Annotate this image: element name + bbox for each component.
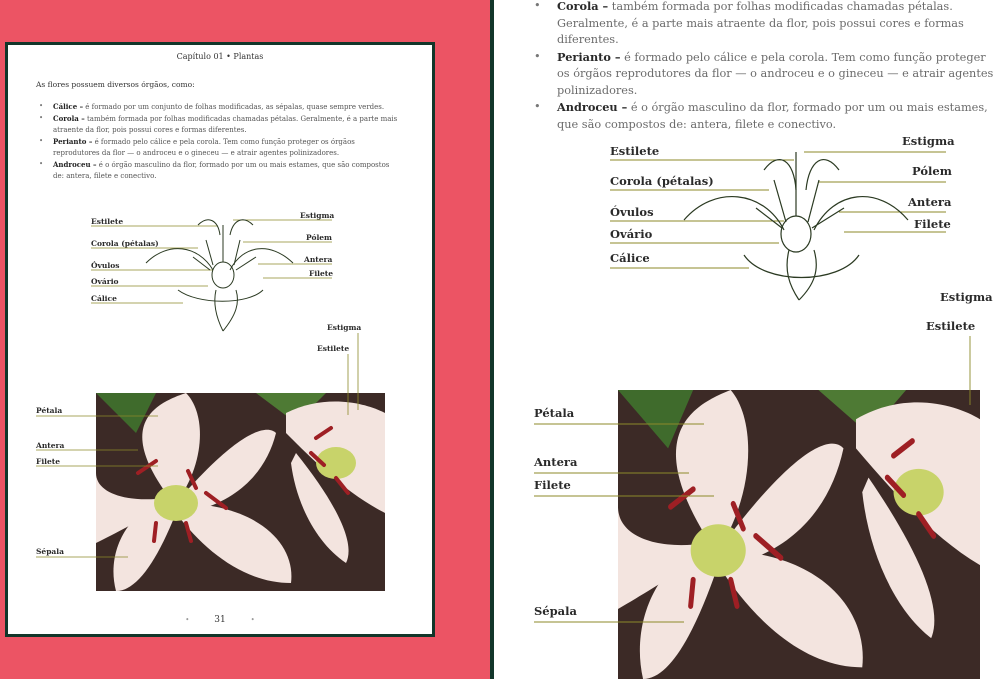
label-corola: Corola (pétalas) [610,174,714,188]
term: Cálice – [53,102,84,111]
left-photo-leaders [8,45,438,640]
footer-dot: • [250,616,255,624]
photo-label-antera: Antera [534,455,578,469]
term: Androceu – [557,100,628,114]
definition: é formado pelo cálice e pela corola. Tem como função proteger os órgãos reprodutores da flor — o androceu e o gineceu — e atrair agentes polinizadores. [53,138,355,157]
photo-label-sepala: Sépala [534,604,577,618]
right-page-zoom [494,0,994,679]
label-ovulos: Óvulos [91,261,120,270]
photo-label-petala: Pétala [534,406,575,420]
definition: é o órgão masculino da flor, formado por um ou mais estames, que são compostos de: antera, filete e conectivo. [557,101,988,131]
term: Corola – [53,114,85,123]
photo-label-sepala: Sépala [36,547,65,556]
definition: é formado por um conjunto de folhas modificadas, as sépalas, quase sempre verdes. [83,103,385,111]
definition: também formada por folhas modificadas chamadas pétalas. Geralmente, é a parte mais atraente da flor, pois possui cores e formas diferentes. [557,0,964,46]
photo-label-estilete: Estilete [926,319,976,333]
chapter-header: Capítulo 01 • Plantas [176,52,264,61]
definition: é formado pelo cálice e pela corola. Tem como função proteger os órgãos reprodutores da flor — o androceu e o gineceu — e atrair agentes polinizadores. [557,50,994,97]
term: Perianto – [557,49,621,64]
definition: também formada por folhas modificadas chamadas pétalas. Geralmente, é a parte mais atraente da flor, pois possui cores e formas diferentes. [53,115,398,134]
label-estigma: Estigma [902,134,955,148]
label-antera: Antera [304,255,333,264]
right-photo-leaders [494,0,980,679]
left-spread-background [0,0,490,679]
term: Corola – [557,0,609,13]
photo-label-filete: Filete [36,457,61,466]
page-footer [8,615,432,625]
photo-label-estigma: Estigma [940,290,993,304]
intro-text: As flores possuem diversos órgãos, como: [36,80,195,89]
photo-label-antera: Antera [36,441,65,450]
label-estilete: Estilete [91,217,124,226]
left-page [5,42,435,637]
label-ovario: Ovário [91,277,119,286]
label-polem: Pólem [306,233,332,242]
footer-dot: • [185,616,190,624]
label-estigma: Estigma [300,211,335,220]
photo-label-filete: Filete [534,478,571,492]
label-calice: Cálice [91,294,117,303]
label-filete: Filete [914,217,951,231]
label-estilete: Estilete [610,144,660,158]
page-number: 31 [214,615,226,625]
term: Perianto – [53,137,93,146]
label-corola: Corola (pétalas) [91,239,159,248]
label-antera: Antera [908,195,952,209]
label-polem: Pólem [912,164,952,178]
term: Androceu – [53,160,97,169]
photo-label-petala: Pétala [36,406,63,415]
label-filete: Filete [309,269,334,278]
label-ovulos: Óvulos [610,205,654,219]
photo-label-estilete: Estilete [317,344,350,353]
label-ovario: Ovário [610,227,653,241]
photo-label-estigma: Estigma [327,323,362,332]
definition: é o órgão masculino da flor, formado por um ou mais estames, que são compostos de: antera, filete e conectivo. [53,161,390,180]
label-calice: Cálice [610,251,650,265]
